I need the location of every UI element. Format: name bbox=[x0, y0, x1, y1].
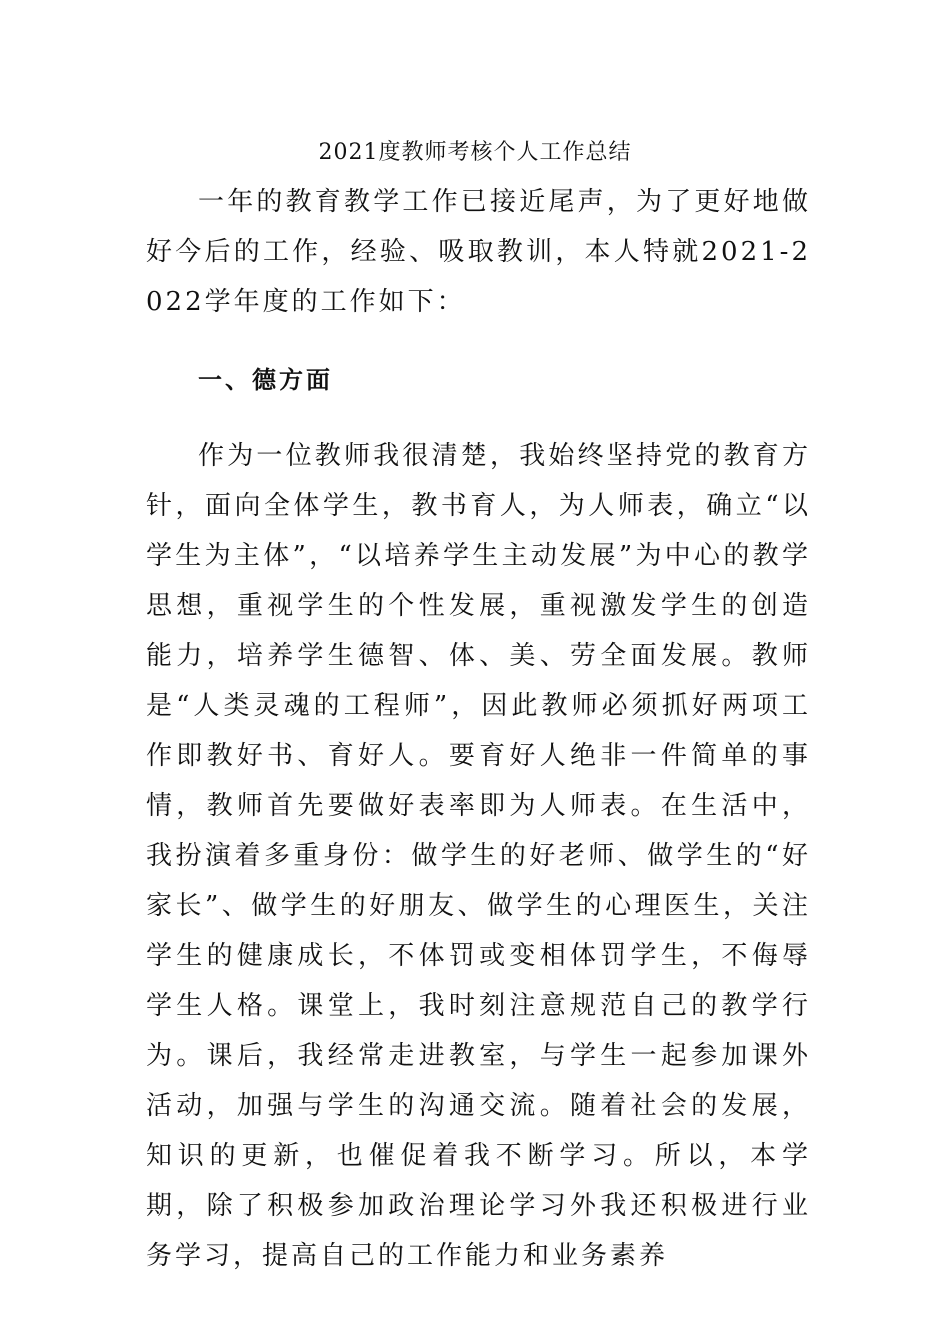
section-1-block bbox=[146, 431, 811, 1281]
section-1-paragraph: 作为一位教师我很清楚，我始终坚持党的教育方针，面向全体学生，教书育人，为人师表，确立“以学生为主体”，“以培养学生主动发展”为中心的教学思想，重视学生的个性发展，重视激发学生的创造能力，培养学生德智、体、美、劳全面发展。教师是“人类灵魂的工程师”，因此教师必须抓好两项工作即教好书、育好人。要育好人绝非一件简单的事情，教师首先要做好表率即为人师表。在生活中，我扮演着多重身份：做学生的好老师、做学生的“好家长”、做学生的好朋友、做学生的心理医生，关注学生的健康成长，不体罚或变相体罚学生，不侮辱学生人格。课堂上，我时刻注意规范自己的教学行为。课后，我经常走进教室，与学生一起参加课外活动，加强与学生的沟通交流。随着社会的发展，知识的更新，也催促着我不断学习。所以，本学期，除了积极参加政治理论学习外我还积极进行业务学习，提高自己的工作能力和业务素养 bbox=[146, 441, 811, 1271]
intro-block bbox=[146, 177, 811, 327]
document-title: 2021度教师考核个人工作总结 bbox=[318, 140, 632, 165]
section-heading-virtue: 一、德方面 bbox=[198, 366, 333, 394]
intro-paragraph: 一年的教育教学工作已接近尾声，为了更好地做好今后的工作，经验、吸取教训，本人特就2021-2022学年度的工作如下： bbox=[146, 187, 811, 317]
